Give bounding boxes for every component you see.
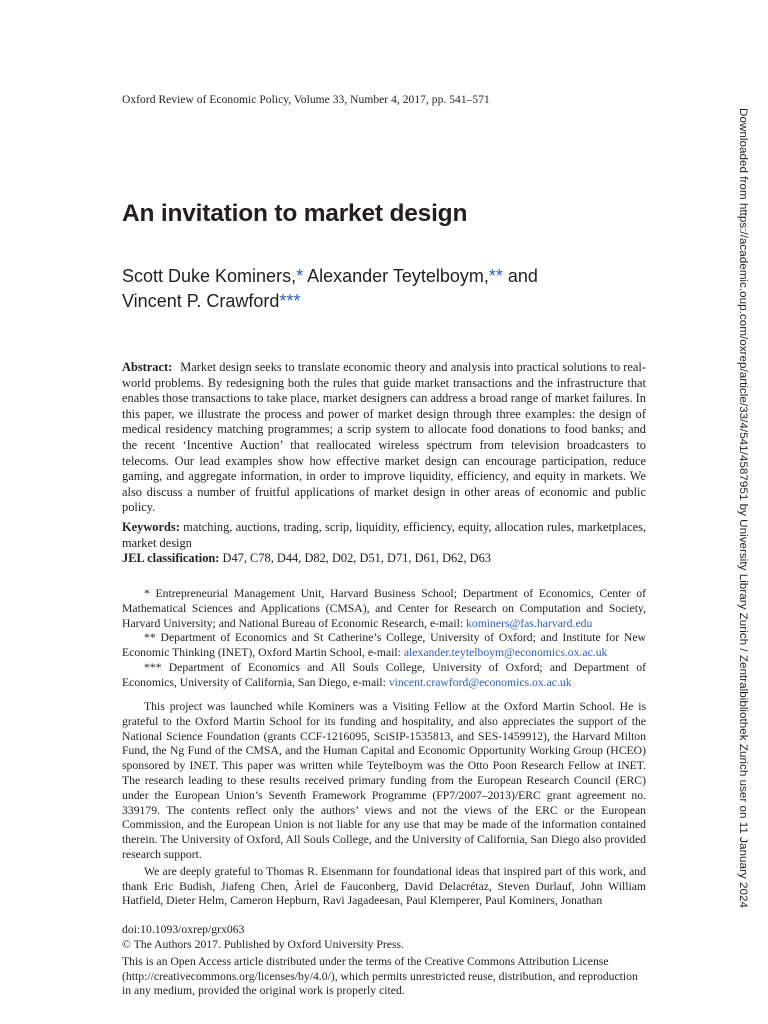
- author-name: Scott Duke Kominers,: [122, 266, 297, 286]
- email-link[interactable]: kominers@fas.harvard.edu: [466, 616, 593, 630]
- footnote-text: ** Department of Economics and St Catherine’s College, University of Oxford; and Institute for New Economic Thinking (INET), Oxford Martin School, e-mail:: [122, 631, 646, 660]
- download-watermark-text: Downloaded from https://academic.oup.com/oxrep/article/33/4/541/4587951 by University Library Zurich / Zentralbibliothek Zurich user on 11 January 2024: [737, 108, 749, 862]
- author-name: Alexander Teytelboym,: [303, 266, 489, 286]
- download-watermark: [736, 108, 752, 908]
- author-conjunction: and: [502, 266, 538, 286]
- footnote: [122, 631, 646, 661]
- acknowledgement-paragraph: This project was launched while Kominers was a Visiting Fellow at the Oxford Martin School. He is grateful to the Oxford Martin School for its funding and hospitality, and also appreciates the support of the National Science Foundation (grants CCF-1216095, SciSIP-1535813, and SES-1459912), the Harvard Milton Fund, the Ng Fund of the CMSA, and the Human Capital and Economic Opportunity Working Group (HCEO) sponsored by INET. This paper was written while Teytelboym was the Otto Poon Research Fellow at INET. The research leading to these results received primary funding from the European Research Council (ERC) under the European Union’s Seventh Framework Programme (FP7/2007–2013)/ERC grant agreement no. 339179. The contents reflect only the authors’ views and not the views of the ERC or the European Commission, and the European Union is not liable for any use that may be made of the information contained therein. The University of Oxford, All Souls College, and the University of California, San Diego also provided research support.: [122, 700, 646, 861]
- abstract: [122, 360, 646, 516]
- abstract-text: Market design seeks to translate economic theory and analysis into practical solutions to real-world problems. By redesigning both the rules that guide market transactions and the infrastructure that enables those transactions to take place, market designers can address a broad range of market failures. In this paper, we illustrate the process and power of market design through three examples: the design of medical residency matching programmes; a scrip system to allocate food donations to food banks; and the recent ‘Incentive Auction’ that reallocated wireless spectrum from television broadcasters to telecoms. Our lead examples show how effective market design can encourage participation, reduce gaming, and aggregate information, in order to improve liquidity, efficiency, and equity in markets. We also discuss a number of fruitful applications of market design in other areas of economic and public policy.: [122, 360, 646, 515]
- email-link[interactable]: alexander.teytelboym@economics.ox.ac.uk: [403, 646, 608, 660]
- copyright: © The Authors 2017. Published by Oxford University Press.: [122, 937, 405, 951]
- paper-title: An invitation to market design: [122, 200, 468, 227]
- footnote-text: *** Department of Economics and All Souls College, University of Oxford; and Department of Economics, University of California, San Diego, e-mail:: [122, 660, 646, 689]
- affiliation-footnotes: [122, 587, 646, 691]
- footnote-marker[interactable]: *: [296, 266, 304, 286]
- author-name: Vincent P. Crawford: [122, 291, 280, 311]
- keywords-label: Keywords:: [122, 519, 180, 534]
- keywords-text: matching, auctions, trading, scrip, liquidity, efficiency, equity, allocation rules, marketplaces, market design: [122, 519, 646, 550]
- abstract-label: Abstract:: [122, 360, 173, 374]
- doi: doi:10.1093/oxrep/grx063: [122, 923, 245, 936]
- abstract-section: [122, 360, 646, 567]
- acknowledgement-paragraph: We are deeply grateful to Thomas R. Eisenmann for foundational ideas that inspired part of this work, and thank Eric Budish, Jiafeng Chen, Àriel de Fauconberg, David Delacrétaz, Steven Durlauf, John William Hatfield, Dieter Helm, Cameron Hepburn, Ravi Jagadeesan, Paul Klemperer, Paul Kominers, Jonathan: [122, 864, 646, 908]
- license-notice: This is an Open Access article distributed under the terms of the Creative Commons Attribution License (http://creativecommons.org/licenses/by/4.0/), which permits unrestricted reuse, distribution, and reproduction in any medium, provided the original work is properly cited.: [122, 955, 638, 998]
- publication-info: [122, 923, 646, 999]
- download-watermark-svg: [736, 108, 752, 908]
- email-link[interactable]: vincent.crawford@economics.ox.ac.uk: [388, 675, 572, 689]
- author-list: [122, 264, 682, 314]
- footnote: [122, 661, 646, 691]
- acknowledgements: [122, 700, 646, 909]
- jel-classification: [122, 551, 646, 567]
- footnote-marker[interactable]: **: [488, 266, 503, 286]
- keywords: [122, 520, 646, 551]
- footnote-marker[interactable]: ***: [279, 291, 301, 311]
- journal-citation: Oxford Review of Economic Policy, Volume 33, Number 4, 2017, pp. 541–571: [122, 94, 490, 106]
- jel-label: JEL classification:: [122, 551, 220, 566]
- footnote: [122, 587, 646, 631]
- jel-codes: D47, C78, D44, D82, D02, D51, D71, D61, D62, D63: [219, 551, 491, 566]
- footnote-text: * Entrepreneurial Management Unit, Harvard Business School; Department of Economics, Center of Mathematical Sciences and Applications (CMSA), and Center for Research on Computation and Society, Harvard University; and National Bureau of Economic Research, e-mail:: [122, 587, 646, 630]
